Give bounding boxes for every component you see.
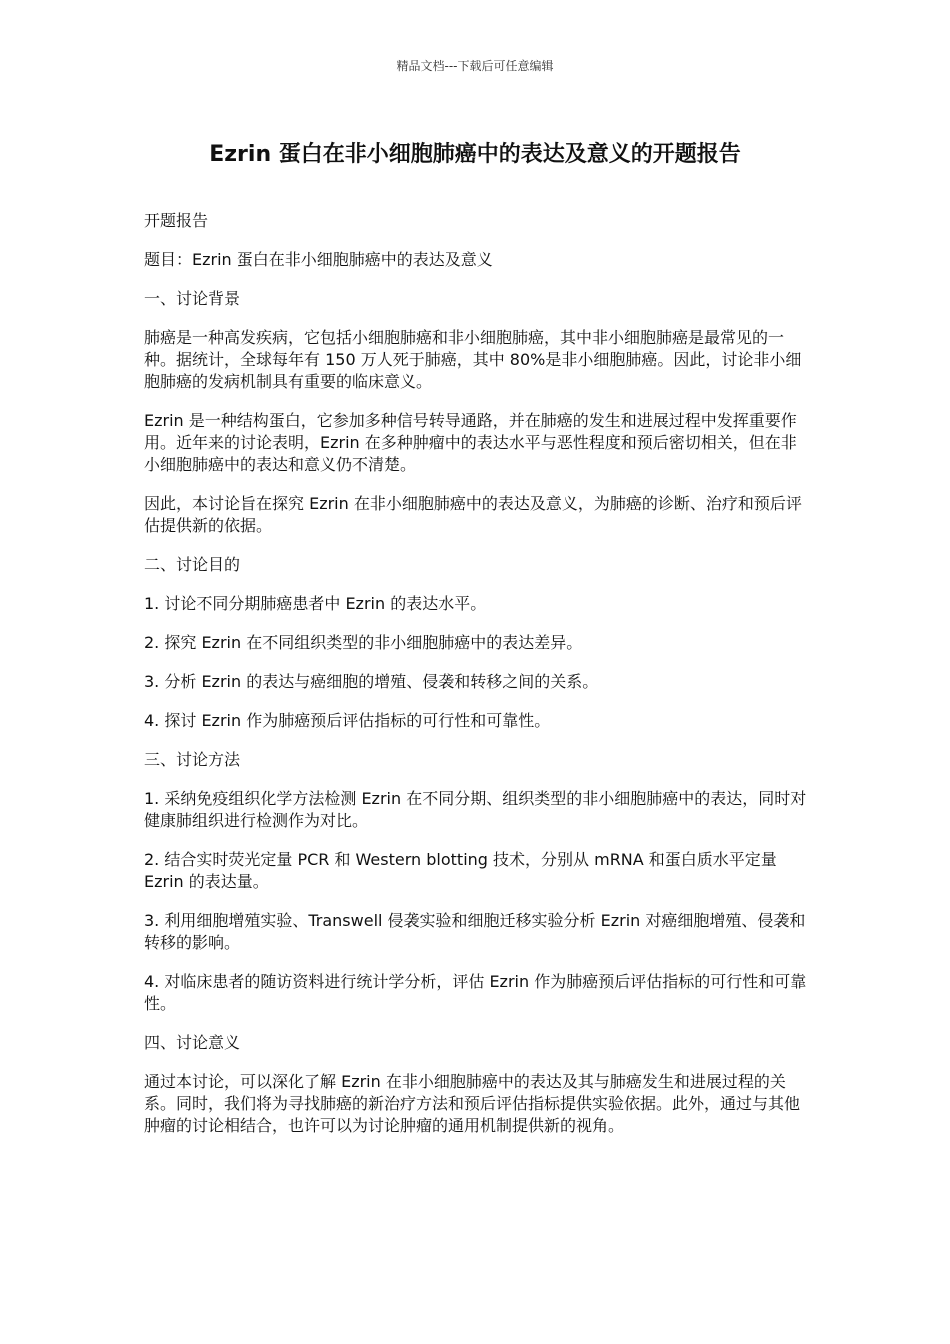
label-proposal: 开题报告 xyxy=(144,211,209,230)
objective-item: 4. 探讨 Ezrin 作为肺癌预后评估指标的可行性和可靠性。 xyxy=(144,711,551,730)
document-body xyxy=(144,210,810,1154)
background-paragraph: 肺癌是一种高发疾病，它包括小细胞肺癌和非小细胞肺癌，其中非小细胞肺癌是最常见的一种。据统计，全球每年有 150 万人死于肺癌，其中 80%是非小细胞肺癌。因此，讨论非小细胞肺癌的发病机制具有重要的临床意义。 xyxy=(144,328,802,391)
method-item: 2. 结合实时荧光定量 PCR 和 Western blotting 技术，分别从 mRNA 和蛋白质水平定量 Ezrin 的表达量。 xyxy=(144,850,777,891)
significance-paragraph: 通过本讨论，可以深化了解 Ezrin 在非小细胞肺癌中的表达及其与肺癌发生和进展过程的关系。同时，我们将为寻找肺癌的新治疗方法和预后评估指标提供实验依据。此外，通过与其他肿瘤的讨论相结合，也许可以为讨论肿瘤的通用机制提供新的视角。 xyxy=(144,1072,801,1135)
background-paragraph: 因此，本讨论旨在探究 Ezrin 在非小细胞肺癌中的表达及意义，为肺癌的诊断、治疗和预后评估提供新的依据。 xyxy=(144,494,802,535)
header-note: 精品文档---下载后可任意编辑 xyxy=(396,59,554,73)
background-paragraph: Ezrin 是一种结构蛋白，它参加多种信号转导通路，并在肺癌的发生和进展过程中发挥重要作用。近年来的讨论表明，Ezrin 在多种肿瘤中的表达水平与恶性程度和预后密切相关，但在非小细胞肺癌中的表达和意义仍不清楚。 xyxy=(144,411,797,474)
topic-line: 题目：Ezrin 蛋白在非小细胞肺癌中的表达及意义 xyxy=(144,250,493,269)
document-title: Ezrin 蛋白在非小细胞肺癌中的表达及意义的开题报告 xyxy=(209,142,741,167)
section-heading-significance: 四、讨论意义 xyxy=(144,1033,241,1052)
objective-item: 2. 探究 Ezrin 在不同组织类型的非小细胞肺癌中的表达差异。 xyxy=(144,633,583,652)
objective-item: 1. 讨论不同分期肺癌患者中 Ezrin 的表达水平。 xyxy=(144,594,487,613)
method-item: 3. 利用细胞增殖实验、Transwell 侵袭实验和细胞迁移实验分析 Ezrin 对癌细胞增殖、侵袭和转移的影响。 xyxy=(144,911,806,952)
section-heading-methods: 三、讨论方法 xyxy=(144,750,241,769)
method-item: 4. 对临床患者的随访资料进行统计学分析，评估 Ezrin 作为肺癌预后评估指标的可行性和可靠性。 xyxy=(144,972,807,1013)
section-heading-objectives: 二、讨论目的 xyxy=(144,555,241,574)
objective-item: 3. 分析 Ezrin 的表达与癌细胞的增殖、侵袭和转移之间的关系。 xyxy=(144,672,599,691)
section-heading-background: 一、讨论背景 xyxy=(144,289,241,308)
method-item: 1. 采纳免疫组织化学方法检测 Ezrin 在不同分期、组织类型的非小细胞肺癌中的表达，同时对健康肺组织进行检测作为对比。 xyxy=(144,789,807,830)
